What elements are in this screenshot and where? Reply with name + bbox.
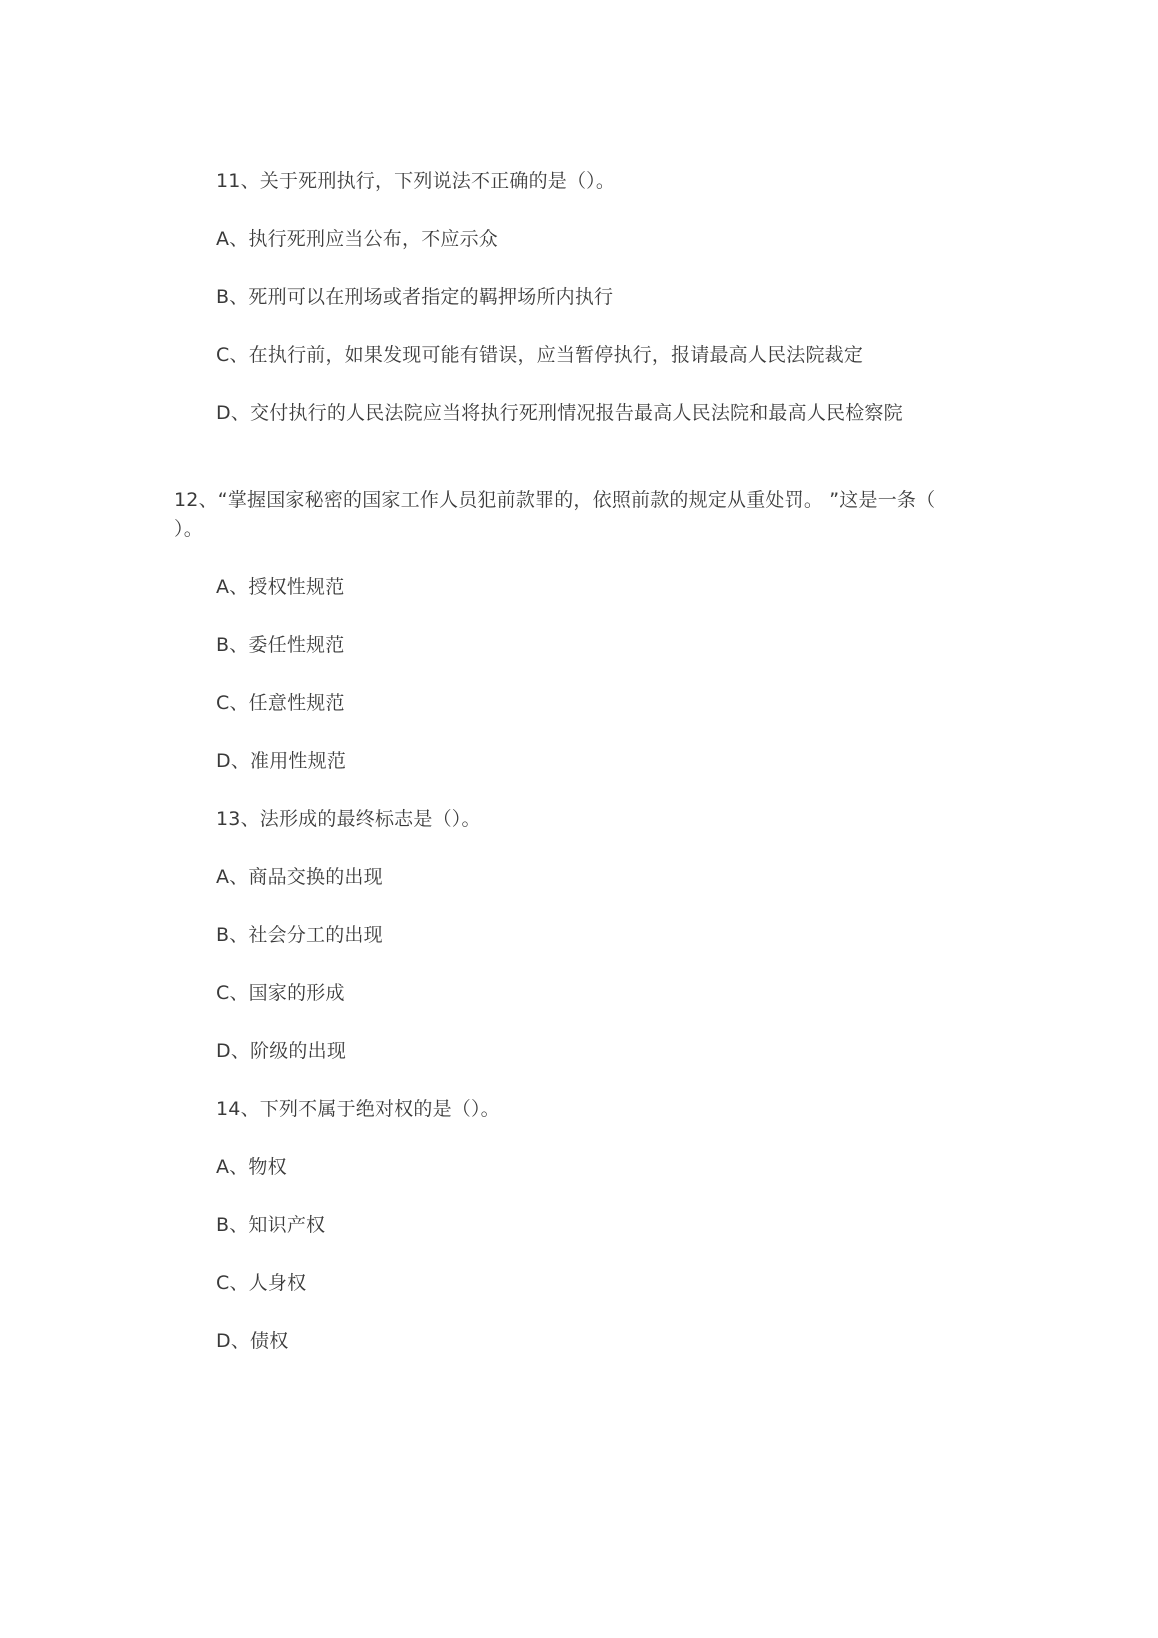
question-11-option-d: D、交付执行的人民法院应当将执行死刑情况报告最高人民法院和最高人民检察院 (216, 402, 903, 424)
question-11-option-c: C、在执行前，如果发现可能有错误，应当暂停执行，报请最高人民法院裁定 (216, 344, 864, 366)
question-12-stem-line1: 12、“掌握国家秘密的国家工作人员犯前款罪的，依照前款的规定从重处罚。 ”这是一条（ (174, 489, 936, 511)
question-13-stem: 13、法形成的最终标志是（）。 (216, 808, 481, 830)
question-13-option-a: A、商品交换的出现 (216, 866, 383, 888)
question-14-option-b: B、知识产权 (216, 1214, 326, 1236)
question-12-option-d: D、准用性规范 (216, 750, 347, 772)
question-13-option-b: B、社会分工的出现 (216, 924, 383, 946)
question-12-option-b: B、委任性规范 (216, 634, 345, 656)
question-13-option-d: D、阶级的出现 (216, 1040, 347, 1062)
question-11-stem: 11、关于死刑执行，下列说法不正确的是（）。 (216, 170, 616, 192)
question-13-option-c: C、国家的形成 (216, 982, 345, 1004)
question-14-option-d: D、债权 (216, 1330, 289, 1352)
question-12-option-c: C、任意性规范 (216, 692, 345, 714)
question-14-option-c: C、人身权 (216, 1272, 307, 1294)
question-11-option-b: B、死刑可以在刑场或者指定的羁押场所内执行 (216, 286, 614, 308)
question-11-option-a: A、执行死刑应当公布，不应示众 (216, 228, 498, 250)
question-12-option-a: A、授权性规范 (216, 576, 345, 598)
question-14-option-a: A、物权 (216, 1156, 287, 1178)
question-12-stem-line2: ）。 (174, 518, 203, 540)
question-14-stem: 14、下列不属于绝对权的是（）。 (216, 1098, 500, 1120)
